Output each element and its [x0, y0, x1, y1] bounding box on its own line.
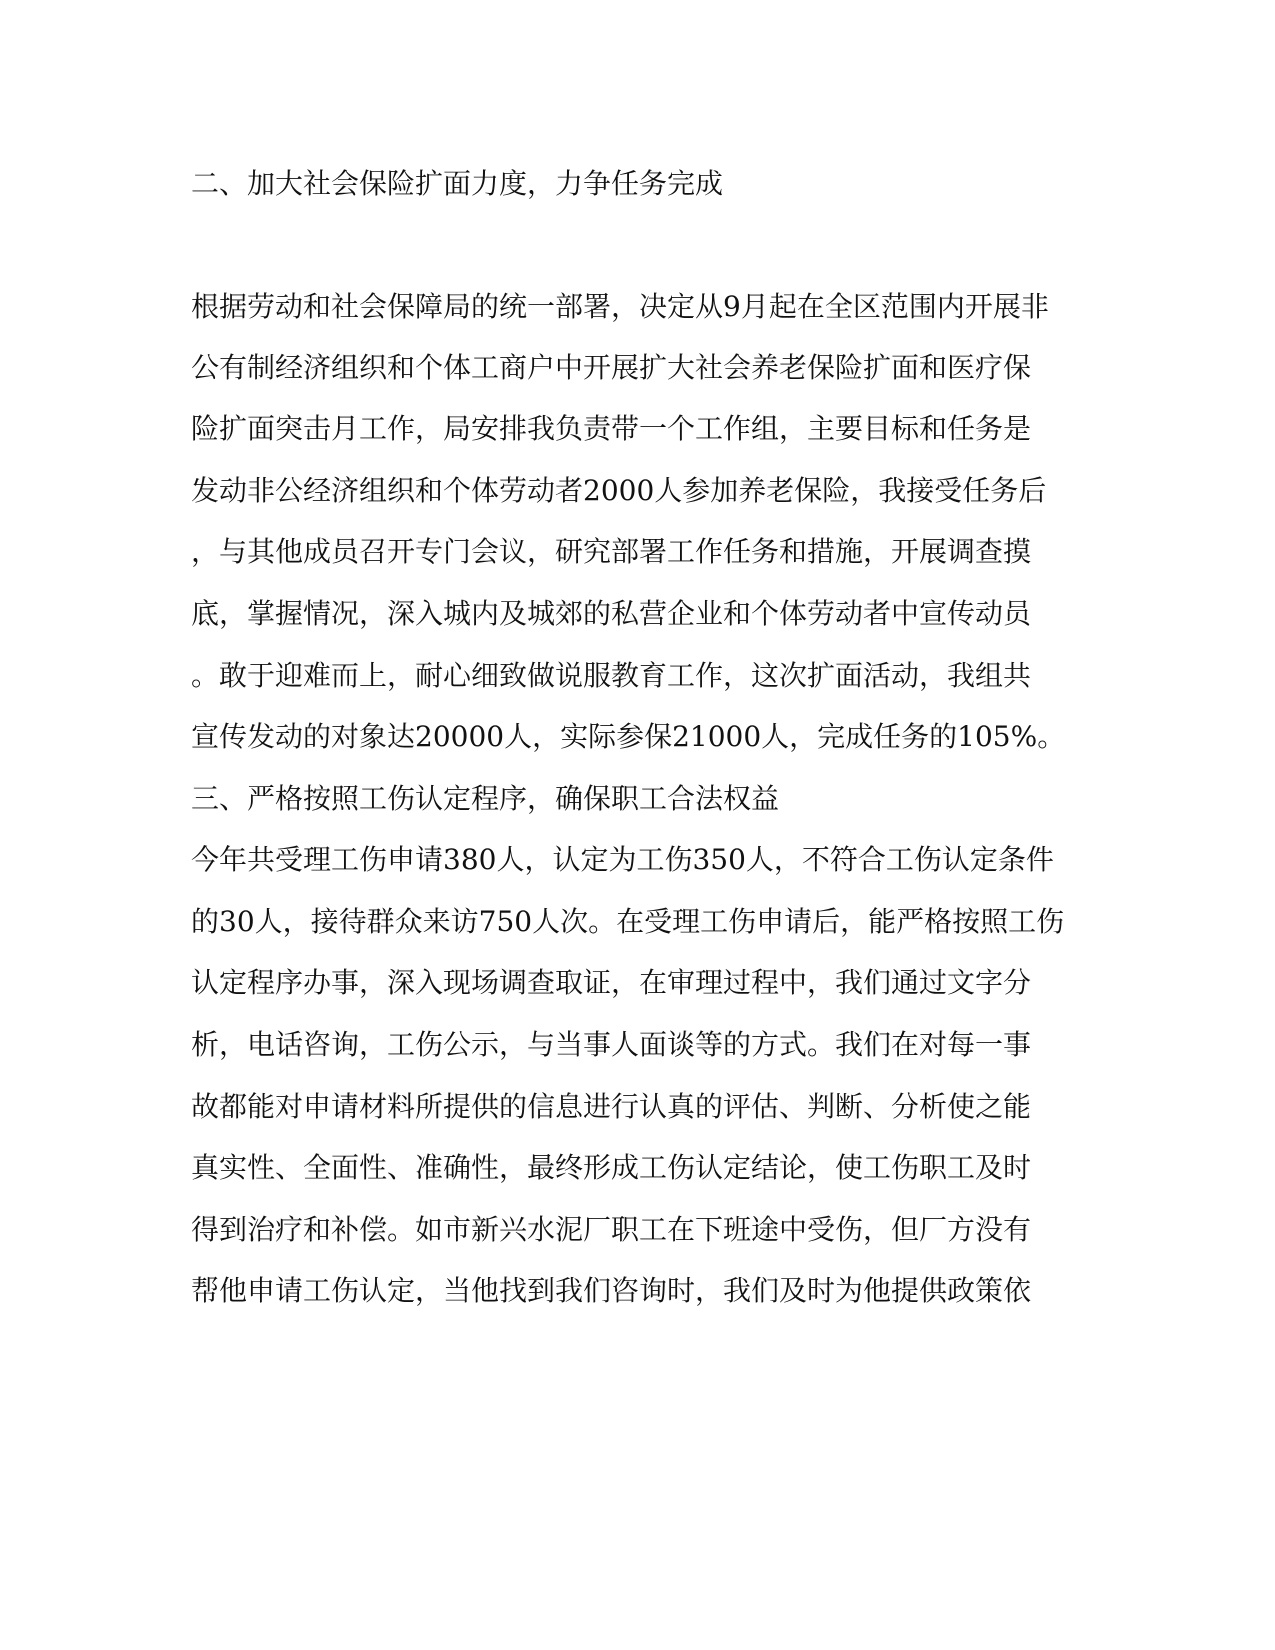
paragraph-1-line-7: 。敢于迎难而上，耐心细致做说服教育工作，这次扩面活动，我组共 — [191, 659, 1032, 692]
paragraph-2-line-1: 今年共受理工伤申请380人，认定为工伤350人，不符合工伤认定条件 — [191, 843, 1054, 876]
paragraph-2-line-8: 帮他申请工伤认定，当他找到我们咨询时，我们及时为他提供政策依 — [191, 1274, 1032, 1307]
paragraph-1-line-3: 险扩面突击月工作，局安排我负责带一个工作组，主要目标和任务是 — [191, 412, 1032, 445]
paragraph-2-line-5: 故都能对申请材料所提供的信息进行认真的评估、判断、分析使之能 — [191, 1090, 1032, 1123]
paragraph-1-line-2: 公有制经济组织和个体工商户中开展扩大社会养老保险扩面和医疗保 — [191, 351, 1032, 384]
paragraph-1-line-4: 发动非公经济组织和个体劳动者2000人参加养老保险，我接受任务后 — [191, 474, 1047, 507]
section-heading-2: 二、加大社会保险扩面力度，力争任务完成 — [191, 167, 724, 200]
paragraph-1-line-5: ，与其他成员召开专门会议，研究部署工作任务和措施，开展调查摸 — [191, 535, 1032, 568]
paragraph-2-line-7: 得到治疗和补偿。如市新兴水泥厂职工在下班途中受伤，但厂方没有 — [191, 1213, 1032, 1246]
section-heading-3: 三、严格按照工伤认定程序，确保职工合法权益 — [191, 782, 780, 815]
paragraph-1-line-1: 根据劳动和社会保障局的统一部署，决定从9月起在全区范围内开展非 — [191, 290, 1049, 323]
paragraph-2-line-6: 真实性、全面性、准确性，最终形成工伤认定结论，使工伤职工及时 — [191, 1151, 1032, 1184]
paragraph-2-line-4: 析，电话咨询，工伤公示，与当事人面谈等的方式。我们在对每一事 — [191, 1028, 1032, 1061]
paragraph-2-line-3: 认定程序办事，深入现场调查取证，在审理过程中，我们通过文字分 — [191, 966, 1032, 999]
paragraph-1-line-8: 宣传发动的对象达20000人，实际参保21000人，完成任务的105%。 — [191, 720, 1066, 753]
paragraph-2-line-2: 的30人，接待群众来访750人次。在受理工伤申请后，能严格按照工伤 — [191, 905, 1065, 938]
paragraph-1-line-6: 底，掌握情况，深入城内及城郊的私营企业和个体劳动者中宣传动员 — [191, 597, 1032, 630]
